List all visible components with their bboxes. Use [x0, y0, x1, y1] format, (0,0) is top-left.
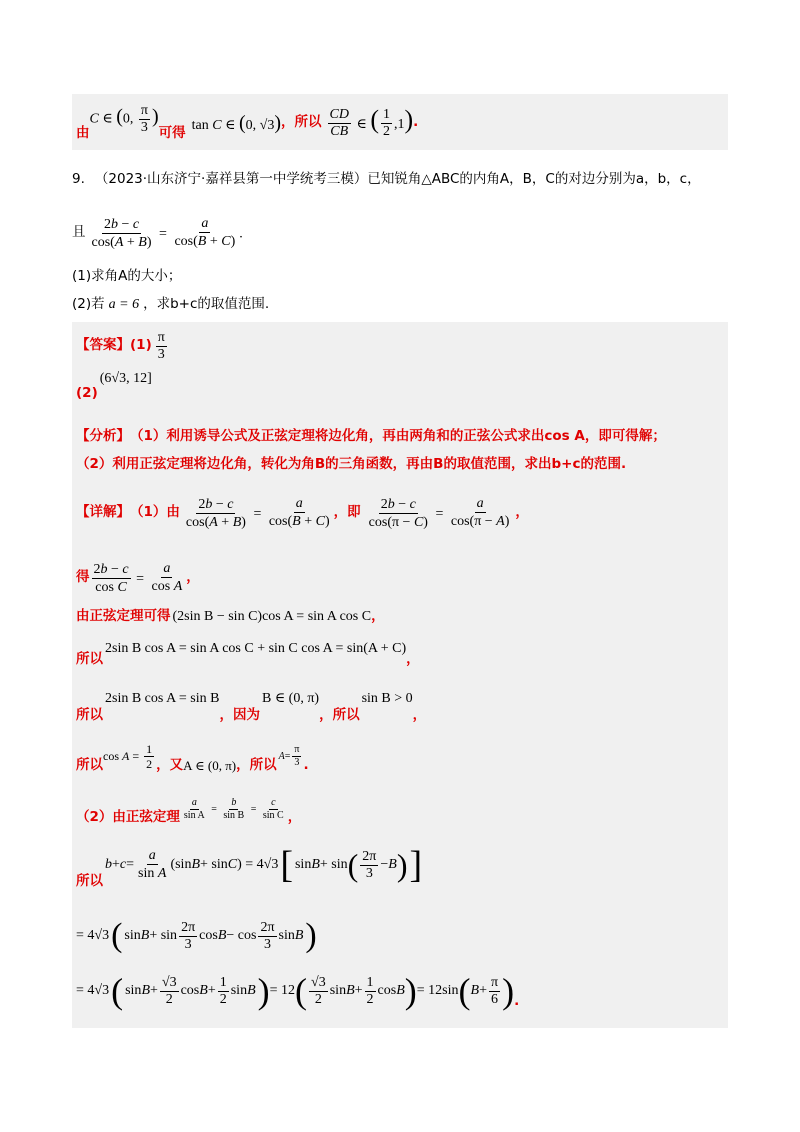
question-part-1-text: (1)求角A的大小；: [72, 268, 182, 284]
detail-l10-formula: = 4√3 ( sin B + $\frac{√3}{2}$ cos B + $\frac{1}{2}$ sin B ) = 12 ( $\frac{√3}{2}$ sin B + $\frac{1}{2}$ cos B ) = 12sin ( B + $\frac{\pi}{6}$ ): [76, 971, 515, 1011]
top-prefix: 由: [76, 124, 90, 141]
detail-line-6: [76, 740, 309, 772]
detail-l3-comma: ，: [371, 608, 385, 625]
question-line-2: [72, 212, 243, 254]
detail-l7-comma: ，: [287, 808, 302, 825]
analysis-part-2: （2）利用正弦定理将边化角，转化为角B的三角函数，再由B的取值范围，求出b+c的范围.: [76, 456, 627, 472]
detail-l9-formula: = 4√3 ( sin B + sin $\frac{2\pi}{3}$ cos B − cos $\frac{2\pi}{3}$ sin B ): [76, 917, 317, 954]
detail-l7-formula: $\frac{a}{\text{sin A}}$ = $\frac{b}{\text{sin B}}$ = $\frac{c}{\text{sin C}}$: [183, 796, 284, 821]
detail-l1-formula-1: $\frac{2b - c}{\cos(A + B)}$ = $\frac{a}{\cos(B + C)}$: [185, 496, 330, 530]
top-mid: 可得: [158, 124, 186, 141]
detail-line-7: [76, 794, 301, 824]
detail-line-3: [76, 610, 385, 624]
question-part-2: [72, 298, 269, 312]
detail-l8-prefix: 所以: [76, 872, 103, 889]
detail-l6-condition: A ∈ (0, π): [183, 758, 237, 773]
answer-part-2-value: (6√3, 12]: [99, 371, 152, 386]
tan-range-formula: tan C ∈ (0, √3): [191, 112, 281, 134]
detail-l5-result: sin B > 0: [361, 691, 413, 706]
cd-cb-formula: $\frac{CD}{CB}$ ∈ ( $\frac{1}{2}$ ,1): [329, 104, 414, 140]
detail-line-1: [76, 492, 529, 534]
detail-l4-prefix: 所以: [76, 650, 103, 667]
detail-l2-formula: $\frac{2b - c}{\text{cos C}}$ = $\frac{a}{\text{cos A}}$: [93, 561, 183, 595]
question-stem-1: 已知锐角△ABC的内角A，B，C的对边分别为a，b，c，: [367, 171, 701, 187]
detail-l2-comma: ，: [186, 569, 200, 586]
detail-l4-formula: 2sin B cos A = sin A cos C + sin C cos A = sin(A + C): [105, 641, 407, 656]
detail-l5-prefix: 所以: [76, 706, 103, 723]
answer-part-1-label: (1): [130, 337, 152, 354]
detail-l2-prefix: 得: [76, 569, 90, 586]
detail-label: 【详解】: [76, 504, 130, 521]
detail-l8-formula: b + c = $\frac{a}{\text{sin A}}$ (sin B + sin C ) = 4√3 [ sin B + sin ( $\frac{2\pi}{3}$ − B ) ]: [105, 844, 423, 886]
detail-line-10: [76, 966, 519, 1016]
c-range-formula: C ∈ (0, $\frac{\pi}{3}$ ): [89, 103, 159, 135]
detail-l1-formula-2: $\frac{2b - c}{\cos(\pi - C)}$ = $\frac{a}{\cos(\pi - A)}$: [368, 496, 510, 530]
analysis-line-1: [76, 430, 666, 444]
question-source: （2023·山东济宁·嘉祥县第一中学统考三模）: [94, 171, 368, 187]
analysis-label: 【分析】: [76, 428, 130, 444]
detail-l1-mid: ，即: [333, 504, 361, 521]
detail-l3-formula: (2sin B − sin C)cos A = sin A cos C: [172, 609, 372, 624]
question-part-2-suffix: ，求b+c的取值范围.: [143, 296, 270, 313]
answer-line-1: [76, 328, 169, 364]
top-conclude: ，所以: [281, 114, 322, 131]
detail-l6-end: .: [303, 756, 309, 773]
detail-line-8: [76, 840, 422, 890]
detail-l6-mid-2: ，所以: [236, 756, 277, 773]
detail-line-4: [76, 642, 420, 666]
question-line-1: [72, 173, 701, 187]
answer-label: 【答案】: [76, 337, 130, 354]
question-stem-2-prefix: 且: [72, 224, 86, 241]
detail-l6-formula: cos A = $\frac{1}{2}$: [103, 741, 153, 771]
detail-l3-prefix: 由正弦定理可得: [76, 608, 171, 625]
detail-l6-result: A= $\frac{\pi}{3}$: [278, 743, 300, 768]
detail-l5-mid: ，因为: [219, 706, 260, 723]
detail-l5-formula: 2sin B cos A = sin B: [105, 691, 220, 706]
detail-l6-prefix: 所以: [76, 756, 103, 773]
analysis-part-1: （1）利用诱导公式及正弦定理将边化角，再由两角和的正弦公式求出cos A，即可得解；: [130, 428, 666, 444]
analysis-line-2: [76, 458, 626, 472]
top-end: .: [413, 114, 419, 131]
detail-l4-comma: ，: [406, 650, 420, 667]
detail-l5-condition: B ∈ (0, π): [261, 691, 320, 706]
answer-part-2-label: (2): [76, 384, 98, 401]
question-condition-formula: $\frac{2b - c}{\cos(A + B)}$ = $\frac{a}{\cos(B + C)}$ .: [91, 216, 243, 250]
detail-l6-mid: ，又: [156, 756, 184, 773]
detail-line-2: [76, 558, 200, 598]
question-part-2-condition: a = 6: [108, 297, 140, 312]
detail-l1-comma: ，: [515, 504, 529, 521]
question-part-1: [72, 270, 181, 284]
question-number: 9.: [72, 171, 85, 187]
detail-line-9: [76, 914, 317, 958]
detail-l1-prefix: （1）由: [130, 504, 180, 521]
top-box-line: [76, 100, 418, 146]
detail-line-5: [76, 692, 426, 722]
answer-line-2: [76, 372, 152, 400]
detail-l5-mid-2: ，所以: [319, 706, 360, 723]
answer-part-1-value: $\frac{\pi}{3}$: [157, 329, 165, 362]
detail-l5-comma: ，: [412, 706, 427, 723]
question-part-2-prefix: (2)若: [72, 296, 105, 313]
detail-l10-end: .: [514, 992, 520, 1009]
detail-l7-prefix: （2）由正弦定理: [76, 808, 180, 825]
